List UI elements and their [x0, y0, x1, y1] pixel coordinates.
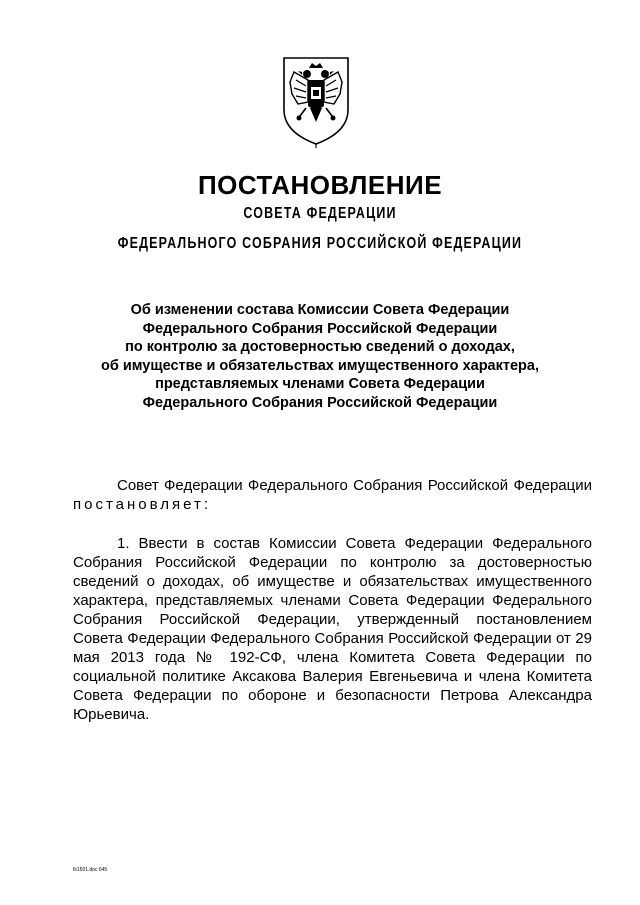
issuer-line-2: ФЕДЕРАЛЬНОГО СОБРАНИЯ РОССИЙСКОЙ ФЕДЕРАЦИИ	[117, 235, 523, 252]
point-1-paragraph: 1. Ввести в состав Комиссии Совета Федерации Федерального Собрания Российской Федерации по контролю за достоверностью сведений о доходах, об имуществе и обязательствах имущественного характера, представляемых членами Совета Федерации Федерального Собрания Российской Федерации, утвержденный постановлением Совета Федерации Федерального Собрания Российской Федерации от 29 мая 2013 года № 192-СФ, члена Комитета Совета Федерации по социальной политике Аксакова Валерия Евгеньевича и члена Комитета Совета Федерации по обороне и безопасности Петрова Александра Юрьевича.	[73, 535, 592, 723]
subject-line: по контролю за достоверностью сведений о доходах,	[125, 339, 515, 356]
preamble-paragraph	[73, 476, 592, 514]
preamble-emphasis: постановляет:	[73, 496, 212, 513]
subject-line: об имуществе и обязательствах имущественного характера,	[101, 357, 539, 374]
coat-of-arms-icon	[276, 52, 356, 148]
subject-line: Федерального Собрания Российской Федерации	[142, 320, 498, 337]
subject-line: представляемых членами Совета Федерации	[155, 376, 485, 393]
subject-line: Об изменении состава Комиссии Совета Федерации	[130, 302, 510, 318]
preamble-text: Совет Федерации Федерального Собрания Российской Федерации	[117, 477, 592, 494]
document-title: ПОСТАНОВЛЕНИЕ	[197, 170, 443, 200]
subject-line: Федерального Собрания Российской Федерации	[142, 394, 498, 411]
document-subject	[70, 301, 570, 413]
file-reference: fs1501.doc 645	[73, 867, 108, 873]
issuer-line-1: СОВЕТА ФЕДЕРАЦИИ	[243, 205, 397, 222]
